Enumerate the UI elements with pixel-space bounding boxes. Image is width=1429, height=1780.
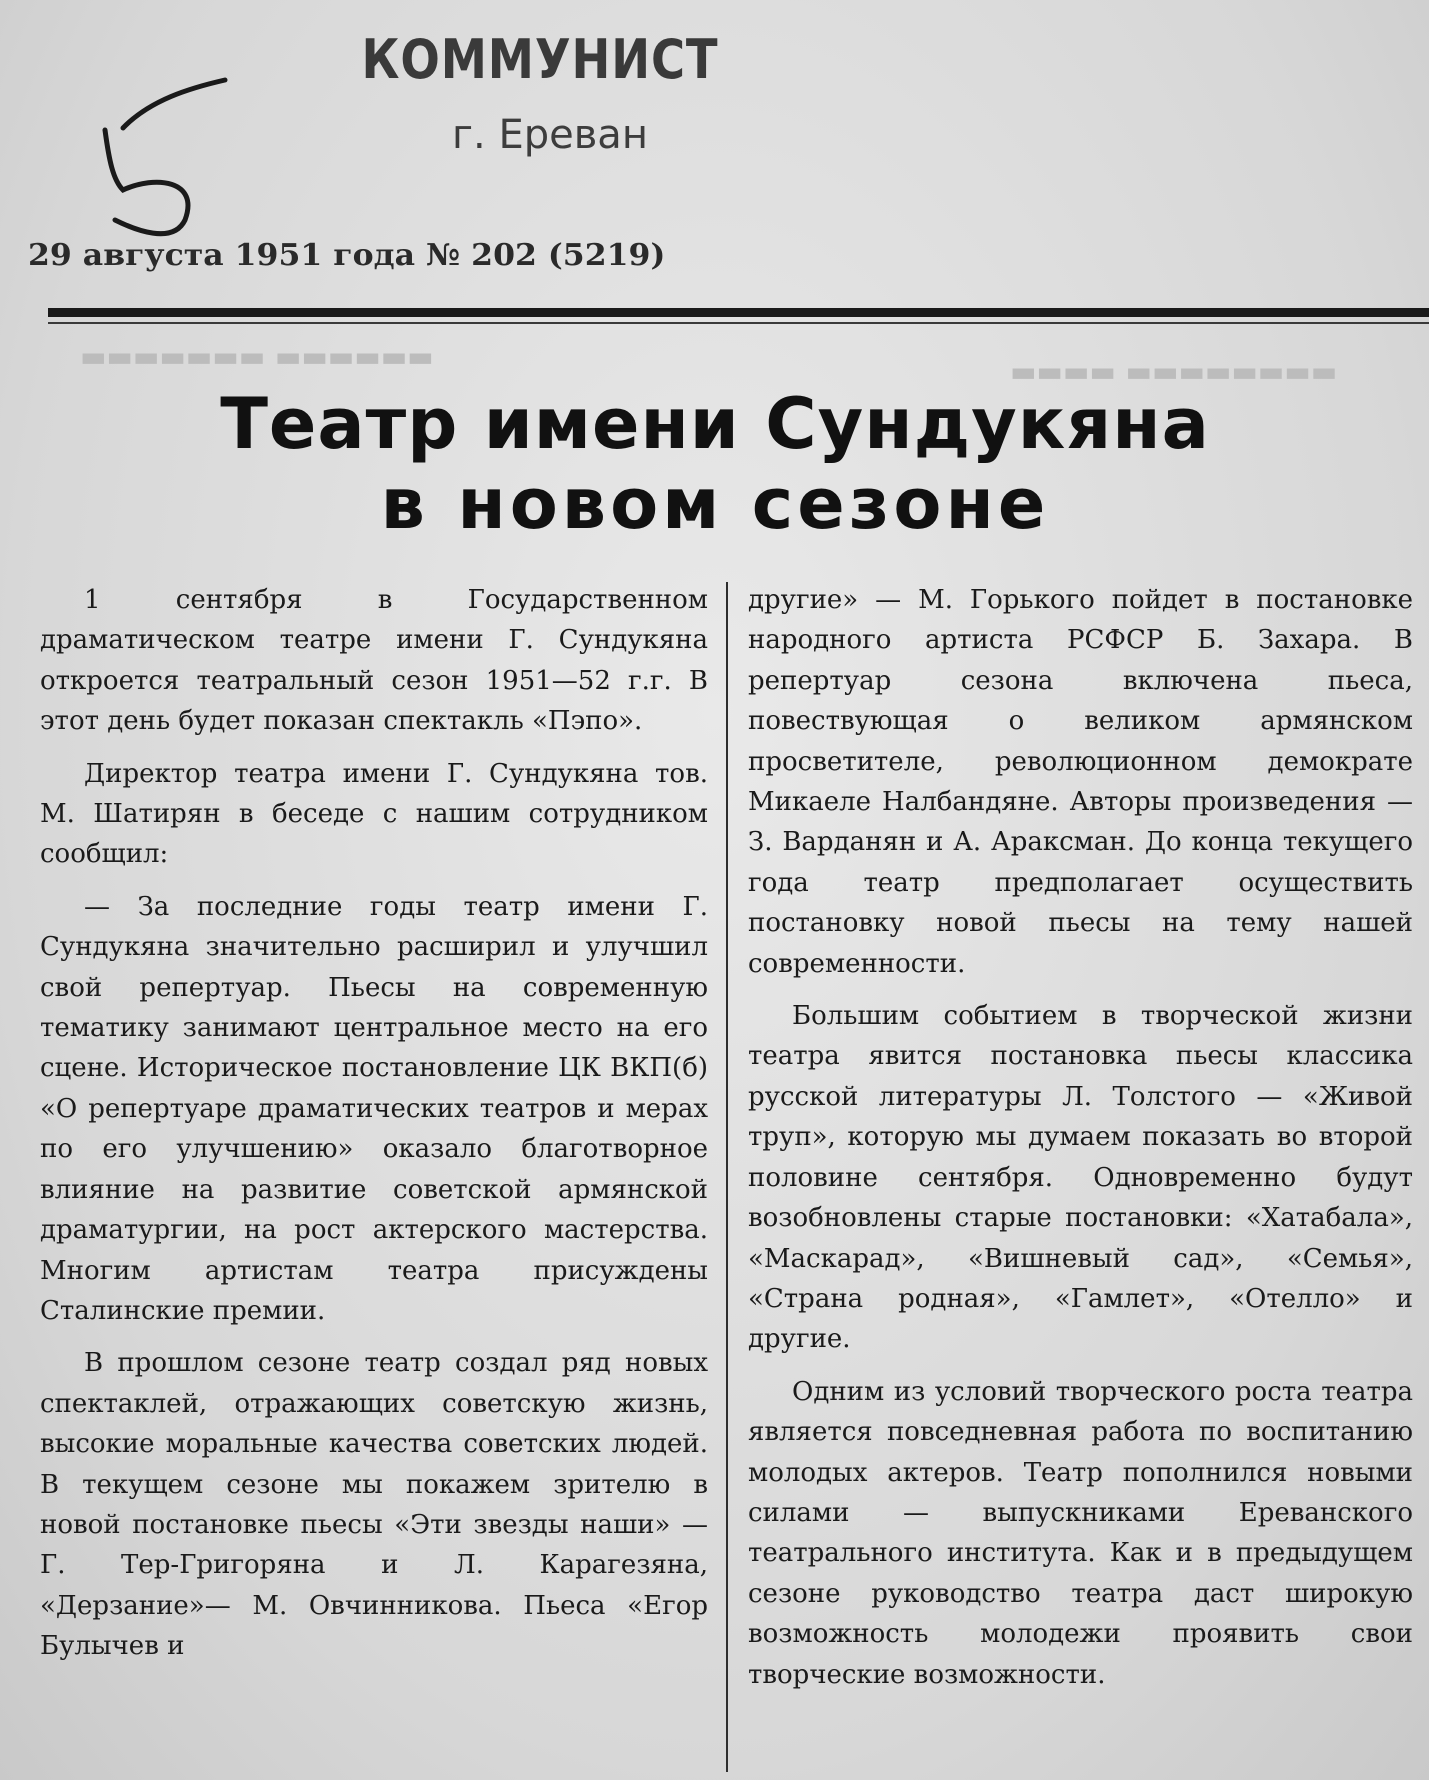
newspaper-name-stamp: КОММУНИСТ	[361, 28, 719, 91]
paragraph: — За последние годы театр имени Г. Сундукяна значительно расширил и улучшил свой репертуар. Пьесы на современную тематику занимают центральное место на его сцене. Историческое постановление ЦК ВКП(б) «О репертуаре драматических театров и мерах по его улучшению» оказало благотворное влияние на развитие советской армянской драматургии, на рост актерского мастерства. Многим артистам театра присуждены Сталинские премии.	[40, 891, 708, 1326]
article-column-right	[748, 580, 1413, 1695]
paragraph: Директор театра имени Г. Сундукяна тов. М. Шатирян в беседе с нашим сотрудником сообщил:	[40, 758, 708, 870]
bleed-through-text: ▬▬▬▬▬▬ ▬▬▬▬▬▬▬	[80, 340, 434, 373]
issue-date: 29 августа 1951 года № 202 (5219)	[28, 238, 666, 273]
masthead-rule-thin	[48, 322, 1429, 324]
masthead-rule	[48, 308, 1429, 317]
article-column-left	[40, 580, 708, 1667]
article-headline	[100, 385, 1330, 545]
paragraph: 1 сентября в Государственном драматическом театре имени Г. Сундукяна откроется театральный сезон 1951—52 г.г. В этот день будет показан спектакль «Пэпо».	[40, 585, 708, 737]
headline-line-1: Театр имени Сундукяна	[220, 383, 1210, 465]
handwritten-mark	[95, 70, 245, 240]
city-stamp: г. Ереван	[452, 112, 648, 158]
column-divider	[726, 582, 728, 1772]
paragraph: другие» — М. Горького пойдет в постановке народного артиста РСФСР Б. Захара. В репертуар сезона включена пьеса, повествующая о великом армянском просветителе, революционном демократе Микаеле Налбандяне. Авторы произведения — З. Варданян и А. Араксман. До конца текущего года театр предполагает осуществить постановку новой пьесы на тему нашей современности.	[748, 585, 1413, 979]
headline-line-2: в новом сезоне	[380, 462, 1050, 545]
paragraph: Большим событием в творческой жизни театра явится постановка пьесы классика русской литературы Л. Толстого — «Живой труп», которую мы думаем показать во второй половине сентября. Одновременно будут возобновлены старые постановки: «Хатабала», «Маскарад», «Вишневый сад», «Семья», «Страна родная», «Гамлет», «Отелло» и другие.	[748, 1001, 1413, 1355]
paragraph: В прошлом сезоне театр создал ряд новых спектаклей, отражающих советскую жизнь, высокие моральные качества советских людей. В текущем сезоне мы покажем зрителю в новой постановке пьесы «Эти звезды наши» — Г. Тер-Григоряна и Л. Карагезяна, «Дерзание»— М. Овчинникова. Пьеса «Егор Булычев и	[40, 1348, 708, 1662]
bleed-through-text: ▬▬▬▬▬▬▬▬ ▬▬▬▬	[1010, 355, 1338, 388]
paragraph: Одним из условий творческого роста театра является повседневная работа по воспитанию молодых актеров. Театр пополнился новыми силами — выпускниками Ереванского театрального института. Как и в предыдущем сезоне руководство театра даст широкую возможность молодежи проявить свои творческие возможности.	[748, 1376, 1413, 1690]
